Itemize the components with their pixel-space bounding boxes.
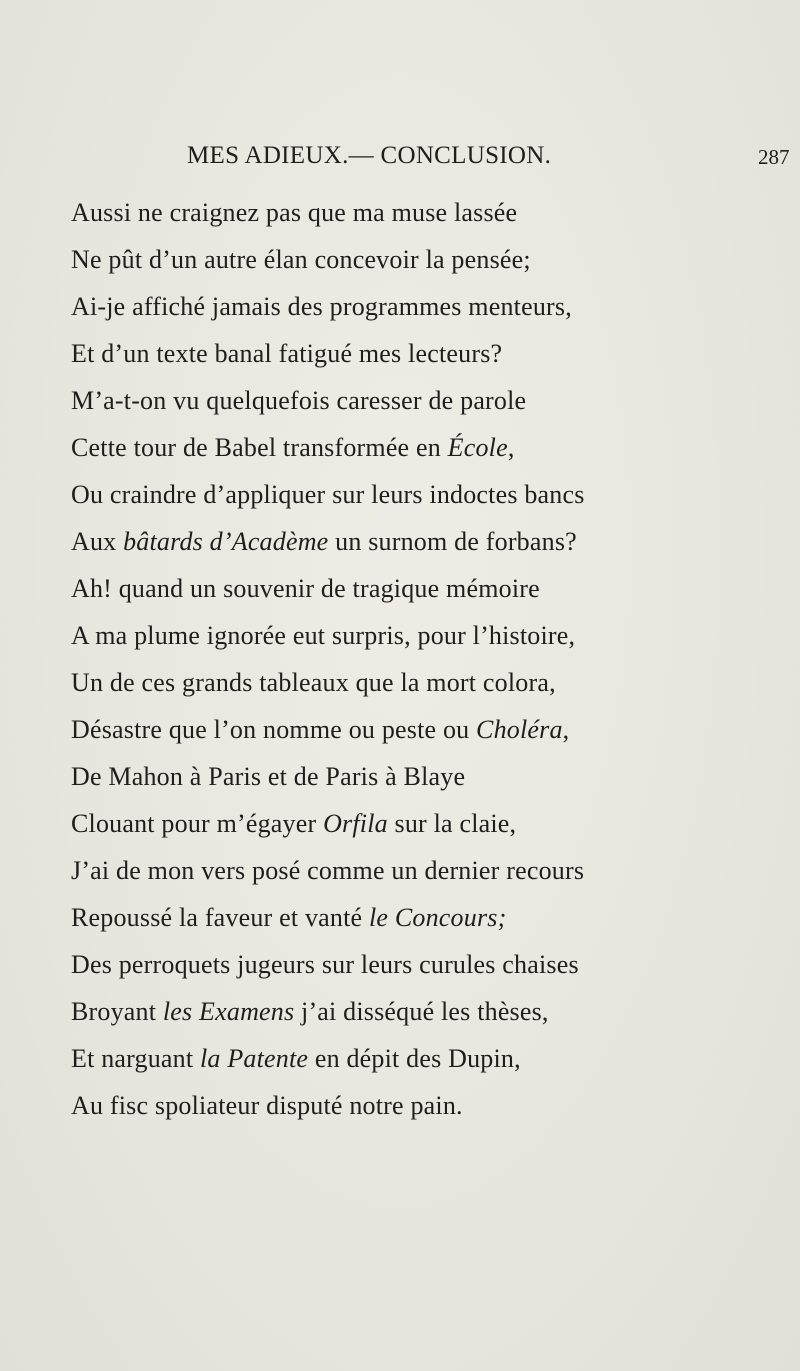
poem-line: Un de ces grands tableaux que la mort colora,: [71, 668, 556, 697]
poem-line: A ma plume ignorée eut surpris, pour l’histoire,: [71, 621, 576, 650]
poem-line: J’ai de mon vers posé comme un dernier recours: [71, 856, 585, 885]
poem-line: Ai-je affiché jamais des programmes menteurs,: [71, 292, 572, 321]
poem-line: Repoussé la faveur et vanté le Concours;: [71, 903, 507, 932]
poem-line: Aussi ne craignez pas que ma muse lassée: [71, 198, 518, 227]
page-number: 287: [758, 145, 790, 169]
poem-line: Aux bâtards d’Acadème un surnom de forbans?: [71, 527, 577, 556]
poem-line: M’a-t-on vu quelquefois caresser de parole: [71, 386, 527, 415]
poem-line: Au fisc spoliateur disputé notre pain.: [71, 1091, 463, 1120]
poem-line: Et narguant la Patente en dépit des Dupin,: [71, 1044, 521, 1073]
poem-line: Et d’un texte banal fatigué mes lecteurs?: [71, 339, 503, 368]
running-head: [0, 142, 800, 172]
poem-line: Clouant pour m’égayer Orfila sur la claie,: [71, 809, 517, 838]
poem-line: Des perroquets jugeurs sur leurs curules chaises: [71, 950, 579, 979]
poem-line: Désastre que l’on nomme ou peste ou Choléra,: [71, 715, 570, 744]
poem-line: De Mahon à Paris et de Paris à Blaye: [71, 762, 466, 791]
poem-line: Ne pût d’un autre élan concevoir la pensée;: [71, 245, 531, 274]
poem-line: Ah! quand un souvenir de tragique mémoire: [71, 574, 540, 603]
poem-line: Ou craindre d’appliquer sur leurs indoctes bancs: [71, 480, 585, 509]
poem-line: Cette tour de Babel transformée en École,: [71, 433, 515, 462]
poem-line: Broyant les Examens j’ai disséqué les thèses,: [71, 997, 549, 1026]
chapter-title: MES ADIEUX.— CONCLUSION.: [187, 142, 552, 169]
